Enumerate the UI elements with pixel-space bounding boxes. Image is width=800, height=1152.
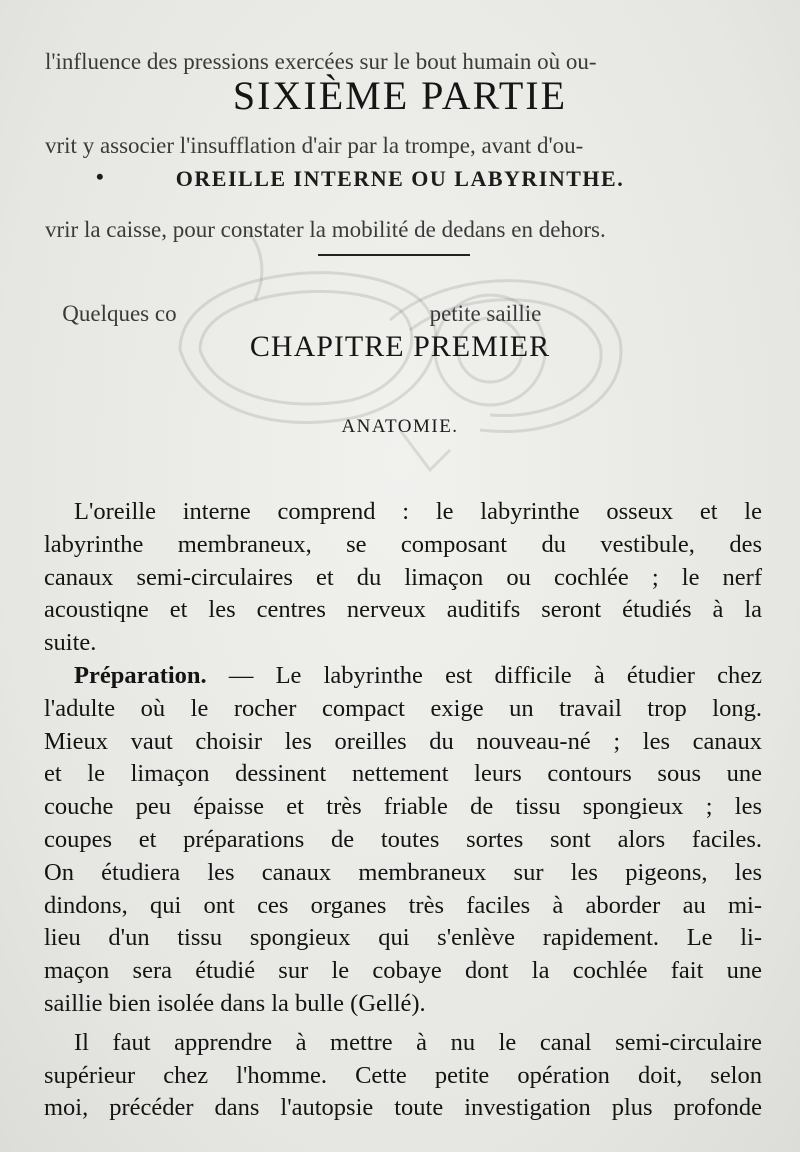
- text-line: L'oreille interne comprend : le labyrinthe osseux et le: [74, 498, 762, 525]
- chapter-title: CHAPITRE PREMIER: [249, 330, 551, 363]
- bullet-mark: •: [96, 164, 106, 189]
- paragraph-3: [44, 1027, 762, 1125]
- preparation-label: Préparation.: [74, 661, 207, 689]
- text-line: maçon sera étudié sur le cobaye dont la cochlée fait une: [44, 957, 762, 985]
- part-title: SIXIÈME PARTIE: [232, 73, 568, 118]
- text-line: moi, précéder dans l'autopsie toute investigation plus profonde: [44, 1094, 762, 1122]
- bleed-line: vrit y associer l'insufflation d'air par la trompe, avant d'ou-: [45, 133, 584, 158]
- text-line: Préparation. — Le labyrinthe est difficile à étudier chez: [74, 661, 762, 689]
- text-line: Mieux vaut choisir les oreilles du nouveau-né ; les canaux: [44, 727, 762, 755]
- text-line: saillie bien isolée dans la bulle (Gellé).: [44, 989, 426, 1017]
- part-subtitle: [0, 166, 800, 192]
- bleed-line: vrir la caisse, pour constater la mobilité de dedans en dehors.: [45, 217, 606, 242]
- text-line: supérieur chez l'homme. Cette petite opération doit, selon: [44, 1061, 762, 1089]
- bleed-line: l'influence des pressions exercées sur le bout humain où ou-: [45, 49, 597, 74]
- text-line: suite.: [44, 629, 97, 657]
- body-text: [44, 496, 762, 1125]
- text-line: Il faut apprendre à mettre à nu le canal semi-circulaire: [74, 1028, 762, 1056]
- subtitle-text: OREILLE INTERNE OU LABYRINTHE.: [175, 166, 625, 191]
- text-line: labyrinthe membraneux, se composant du vestibule, des: [44, 530, 762, 558]
- text-line: dindons, qui ont ces organes très faciles à aborder au mi-: [44, 891, 762, 919]
- text-line: l'adulte où le rocher compact exige un travail trop long.: [44, 694, 762, 722]
- paragraph-2: [44, 660, 762, 1021]
- text-line: couche peu épaisse et très friable de tissu spongieux ; les: [44, 793, 762, 821]
- section-heading: ANATOMIE.: [341, 416, 459, 437]
- bleed-line: Quelques co petite saillie: [45, 301, 542, 326]
- bleed-through-text: [45, 0, 800, 384]
- paragraph-1: [44, 496, 762, 660]
- text-line: coupes et préparations de toutes sortes sont alors faciles.: [44, 825, 762, 853]
- section-rule: [318, 254, 470, 256]
- text-line: et le limaçon dessinent nettement leurs contours sous une: [44, 760, 762, 788]
- text-line: canaux semi-circulaires et du limaçon ou cochlée ; le nerf: [44, 563, 762, 591]
- text-line: lieu d'un tissu spongieux qui s'enlève rapidement. Le li-: [44, 924, 762, 952]
- text-line: On étudiera les canaux membraneux sur les pigeons, les: [44, 858, 762, 886]
- text-line: acoustiqne et les centres nerveux auditifs seront étudiés à la: [44, 596, 762, 624]
